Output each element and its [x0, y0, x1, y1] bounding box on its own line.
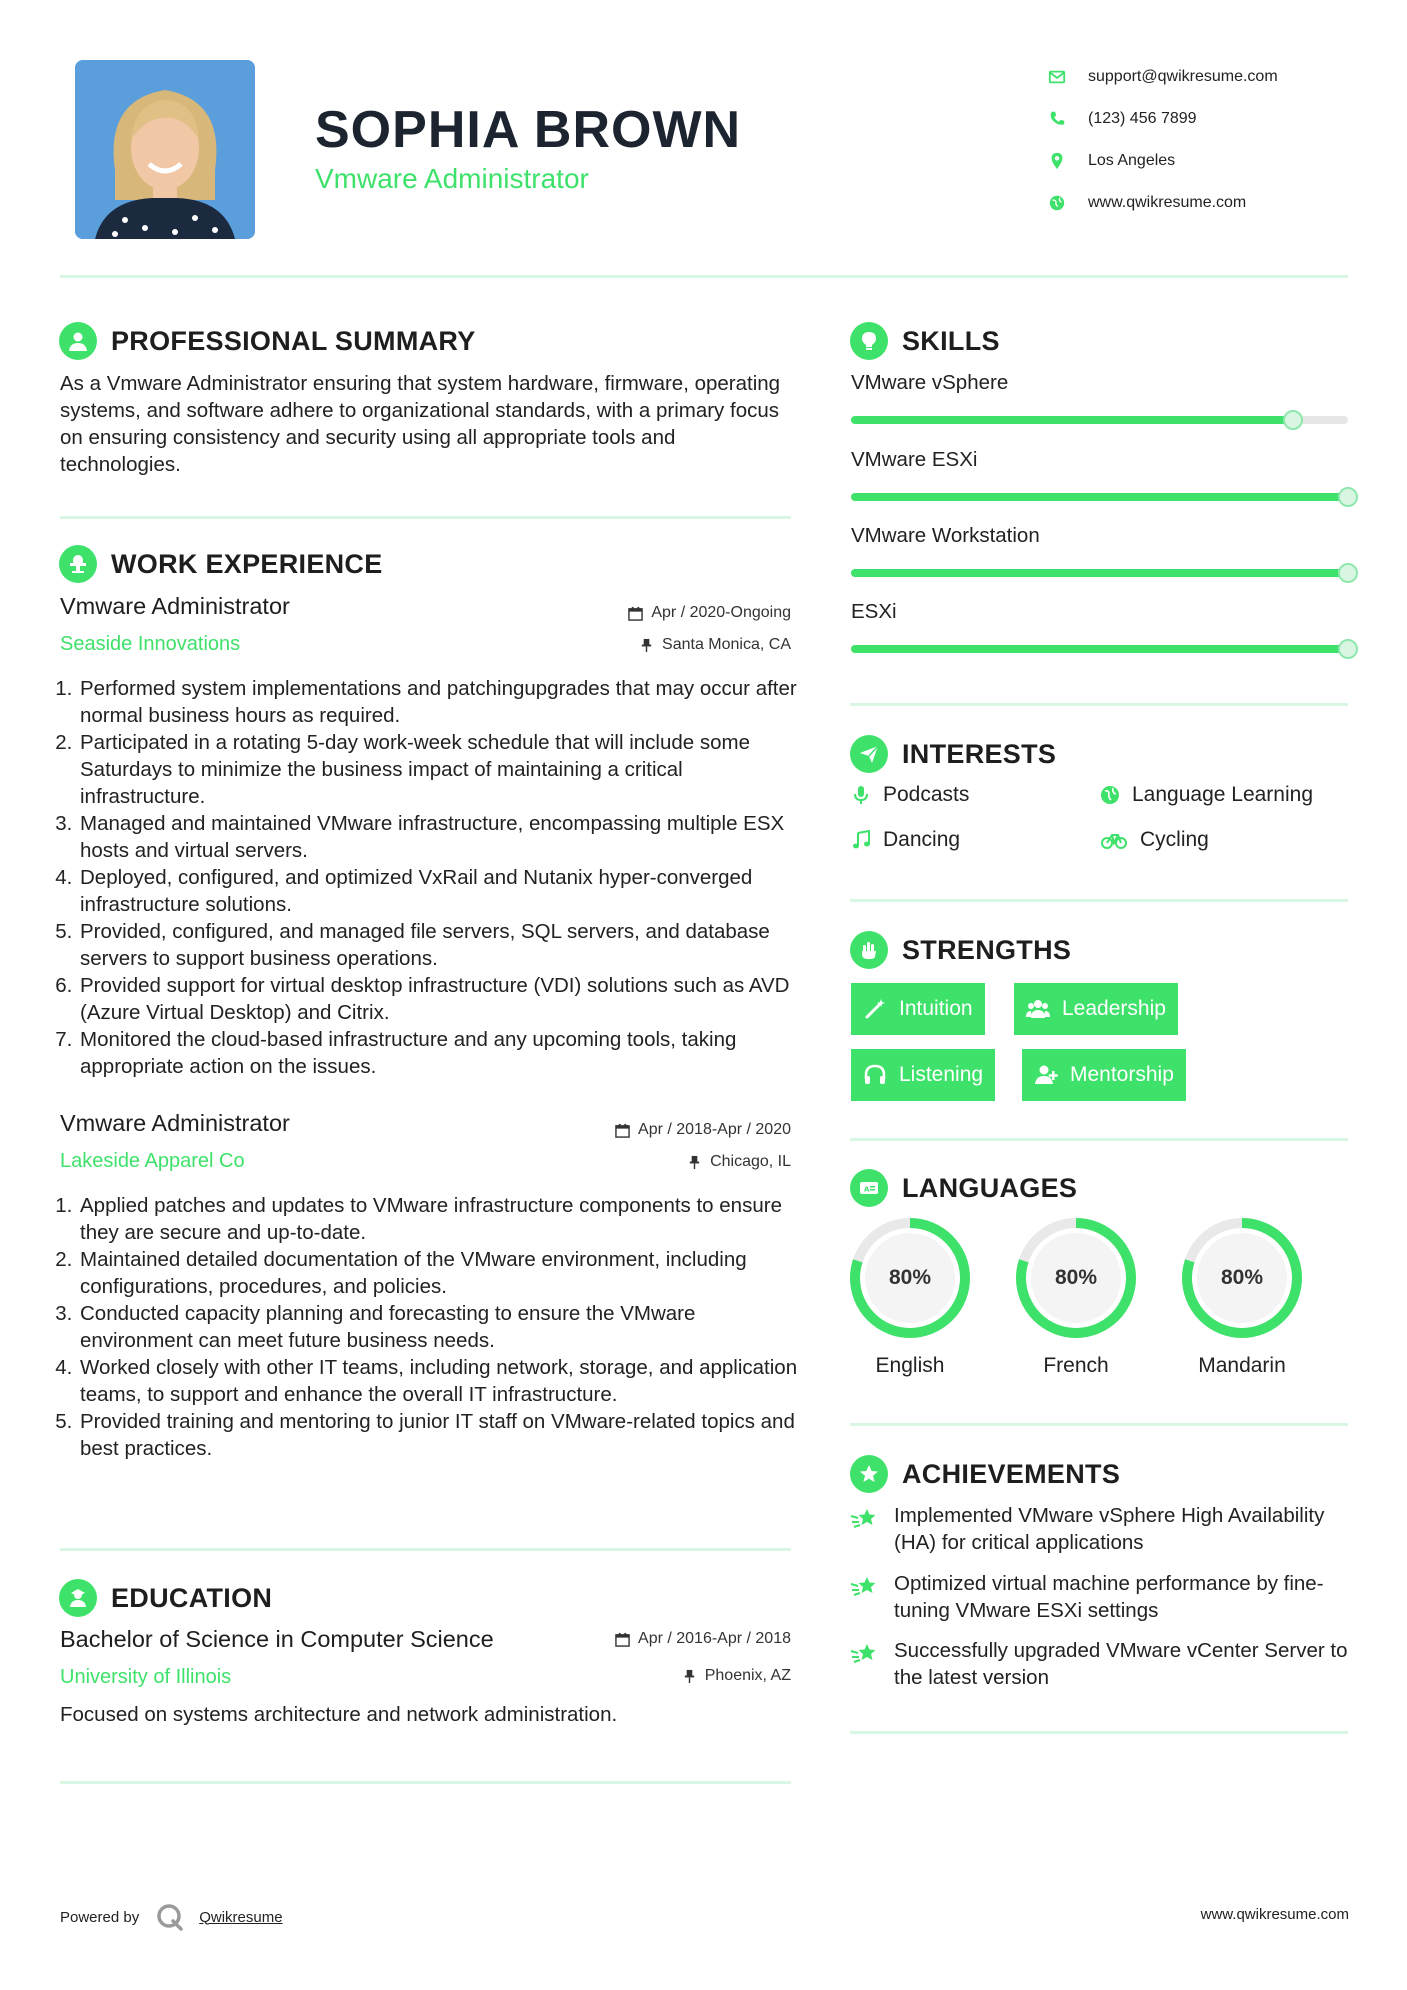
- languages-divider: [850, 1423, 1348, 1426]
- language-item: [848, 1216, 972, 1378]
- skill-label: VMware Workstation: [851, 524, 1040, 547]
- contact-location-text: Los Angeles: [1088, 152, 1176, 169]
- contact-phone[interactable]: [1048, 98, 1278, 140]
- interest-label: Cycling: [1140, 828, 1209, 851]
- interests-divider: [850, 899, 1348, 902]
- strengths-heading: [850, 931, 1071, 969]
- interest-label: Language Learning: [1132, 783, 1314, 806]
- skill-bar: [851, 569, 1348, 577]
- calendar-icon: [615, 1632, 630, 1647]
- skill-bar-knob: [1338, 639, 1358, 659]
- languages-title: LANGUAGES: [902, 1172, 1078, 1203]
- skill-label: VMware vSphere: [851, 371, 1009, 394]
- achievement-text: Implemented VMware vSphere High Availability (HA) for critical applications: [894, 1504, 1325, 1554]
- summary-text: As a Vmware Administrator ensuring that system hardware, firmware, operating systems, and software adhere to organizational standards, with a primary focus on ensuring consistency and security using all appropriate tools and technologies.: [60, 372, 781, 476]
- education-header: [60, 1626, 791, 1696]
- user-icon: [59, 322, 97, 360]
- experience-title: WORK EXPERIENCE: [111, 548, 383, 579]
- skill-bar-knob: [1338, 563, 1358, 583]
- job-2-company: Lakeside Apparel Co: [60, 1150, 245, 1172]
- job-1-duty: 1. Performed system implementations and patchingupgrades that may occur after normal business hours as required.: [78, 675, 798, 729]
- paper-plane-icon: [850, 735, 888, 773]
- strengths-divider: [850, 1138, 1348, 1141]
- candidate-title: Vmware Administrator: [315, 163, 589, 194]
- achievements-divider: [850, 1731, 1348, 1734]
- hand-icon: [850, 931, 888, 969]
- strength-label: Leadership: [1062, 997, 1166, 1020]
- interest-label: Podcasts: [883, 783, 970, 806]
- summary-divider: [60, 516, 791, 519]
- contact-location: [1048, 140, 1278, 182]
- job-2-duty: 4. Worked closely with other IT teams, including network, storage, and application teams, to support and enhance the overall IT infrastructure.: [78, 1354, 798, 1408]
- headphones-icon: [863, 1063, 887, 1087]
- qwikresume-link[interactable]: Qwikresume: [199, 1908, 283, 1926]
- summary-heading: [59, 322, 476, 360]
- achievements-heading: [850, 1455, 1120, 1493]
- map-pin-icon: [1048, 152, 1066, 170]
- interests-title: INTERESTS: [902, 738, 1057, 769]
- summary-title: PROFESSIONAL SUMMARY: [111, 325, 476, 356]
- achievement-item: [850, 1502, 1350, 1556]
- job-1-duty: 7. Monitored the cloud-based infrastructure and any upcoming tools, taking appropriate action on the issues.: [78, 1026, 798, 1080]
- education-description: Focused on systems architecture and network administration.: [60, 1703, 618, 1726]
- shooting-star-icon: [850, 1572, 878, 1600]
- lightbulb-icon: [850, 322, 888, 360]
- contact-website-text: www.qwikresume.com: [1088, 194, 1247, 211]
- skill-bar-fill: [851, 416, 1293, 424]
- achievements-title: ACHIEVEMENTS: [902, 1458, 1121, 1489]
- graduation-icon: [59, 1579, 97, 1617]
- skills-title: SKILLS: [902, 325, 1000, 356]
- job-2-location: [687, 1153, 791, 1171]
- footer-website[interactable]: www.qwikresume.com: [1200, 1906, 1349, 1923]
- education-location: [682, 1667, 791, 1685]
- skills-heading: [850, 322, 1000, 360]
- calendar-icon: [615, 1123, 630, 1138]
- skill-bar-fill: [851, 493, 1348, 501]
- language-percent: 80%: [1220, 1266, 1264, 1289]
- job-2-dates-text: Apr / 2018-Apr / 2020: [638, 1121, 791, 1138]
- job-1-title: Vmware Administrator: [60, 593, 290, 619]
- footer-powered-by: [60, 1902, 283, 1932]
- job-1-duty: 2. Participated in a rotating 5-day work-week schedule that will include some Saturdays to minimize the business impact of maintaining a critical infrastructure.: [78, 729, 798, 810]
- strengths-title: STRENGTHS: [902, 934, 1072, 965]
- experience-divider: [60, 1548, 791, 1551]
- job-1-company: Seaside Innovations: [60, 633, 241, 655]
- powered-by-label: Powered by: [60, 1908, 140, 1926]
- shooting-star-icon: [850, 1639, 878, 1667]
- language-percent: 80%: [1054, 1266, 1098, 1289]
- interest-item: [851, 828, 960, 852]
- language-item: [1014, 1216, 1138, 1378]
- education-degree: Bachelor of Science in Computer Science: [60, 1626, 494, 1652]
- contact-email-text: support@qwikresume.com: [1088, 68, 1278, 85]
- user-plus-icon: [1034, 1063, 1058, 1087]
- education-school: University of Illinois: [60, 1666, 232, 1688]
- job-2-duty: 5. Provided training and mentoring to junior IT staff on VMware-related topics and best practices.: [78, 1408, 798, 1462]
- language-icon: [850, 1169, 888, 1207]
- language-name: English: [875, 1354, 945, 1377]
- skill-bar: [851, 493, 1348, 501]
- interest-item: [1100, 828, 1209, 852]
- qwikresume-logo-icon: [155, 1902, 185, 1932]
- language-name: French: [1043, 1354, 1109, 1377]
- strength-chip: [1022, 1049, 1186, 1101]
- strength-chip: [1014, 983, 1178, 1035]
- education-heading: [59, 1579, 272, 1617]
- interest-label: Dancing: [883, 828, 961, 851]
- skill-bar: [851, 645, 1348, 653]
- experience-heading: [59, 545, 383, 583]
- language-percent: 80%: [888, 1266, 932, 1289]
- microphone-icon: [851, 785, 871, 805]
- skills-divider: [850, 703, 1348, 706]
- pushpin-icon: [687, 1155, 702, 1170]
- header-divider: [60, 275, 1348, 278]
- contact-email[interactable]: [1048, 56, 1278, 98]
- achievement-item: [850, 1570, 1350, 1624]
- bicycle-icon: [1100, 830, 1128, 850]
- pushpin-icon: [639, 638, 654, 653]
- envelope-icon: [1048, 68, 1066, 86]
- skill-label: ESXi: [851, 600, 897, 623]
- interests-heading: [850, 735, 1056, 773]
- candidate-name: SOPHIA BROWN: [315, 101, 742, 159]
- job-2-header: [60, 1110, 791, 1180]
- achievement-item: [850, 1637, 1350, 1691]
- contact-website[interactable]: [1048, 182, 1278, 224]
- magic-wand-icon: [863, 997, 887, 1021]
- profile-photo: [75, 60, 255, 239]
- calendar-icon: [628, 606, 643, 621]
- phone-icon: [1048, 110, 1066, 128]
- contact-phone-text: (123) 456 7899: [1088, 110, 1197, 127]
- language-name: Mandarin: [1198, 1354, 1286, 1377]
- job-1-dates-text: Apr / 2020-Ongoing: [651, 604, 791, 621]
- job-2-duty: 2. Maintained detailed documentation of the VMware environment, including configurations, procedures, and policies.: [78, 1246, 798, 1300]
- education-dates-text: Apr / 2016-Apr / 2018: [638, 1630, 791, 1647]
- briefcase-icon: [59, 545, 97, 583]
- skill-label: VMware ESXi: [851, 448, 978, 471]
- shooting-star-icon: [850, 1504, 878, 1532]
- interest-item: [1100, 783, 1313, 807]
- skill-bar-knob: [1283, 410, 1303, 430]
- svg-text:A: A: [864, 1185, 870, 1194]
- portrait-image: [75, 60, 255, 239]
- skill-bar-knob: [1338, 487, 1358, 507]
- skill-bar: [851, 416, 1348, 424]
- interest-item: [851, 783, 969, 807]
- strength-label: Mentorship: [1070, 1063, 1174, 1086]
- job-1-duty: 6. Provided support for virtual desktop infrastructure (VDI) solutions such as AVD (Azure Virtual Desktop) and Citrix.: [78, 972, 798, 1026]
- job-1-duties: [58, 675, 798, 1080]
- job-2-location-text: Chicago, IL: [710, 1153, 791, 1170]
- strength-chip: [851, 1049, 995, 1101]
- achievement-text: Optimized virtual machine performance by fine-tuning VMware ESXi settings: [894, 1572, 1324, 1622]
- globe-icon: [1048, 194, 1066, 212]
- education-divider: [60, 1781, 791, 1784]
- job-1-duty: 3. Managed and maintained VMware infrastructure, encompassing multiple ESX hosts and virtual servers.: [78, 810, 798, 864]
- job-1-header: [60, 593, 791, 663]
- education-dates: [615, 1630, 791, 1648]
- music-note-icon: [851, 830, 871, 850]
- job-2-title: Vmware Administrator: [60, 1110, 290, 1136]
- group-icon: [1026, 997, 1050, 1021]
- job-2-dates: [615, 1121, 791, 1139]
- job-2-duty: 3. Conducted capacity planning and forecasting to ensure the VMware environment can meet future business needs.: [78, 1300, 798, 1354]
- language-item: [1180, 1216, 1304, 1378]
- strength-label: Listening: [899, 1063, 984, 1086]
- languages-heading: [850, 1169, 1077, 1207]
- job-2-duty: 1. Applied patches and updates to VMware infrastructure components to ensure they are secure and up-to-date.: [78, 1192, 798, 1246]
- job-1-dates: [628, 604, 791, 622]
- education-title: EDUCATION: [111, 1582, 273, 1613]
- skill-bar-fill: [851, 645, 1348, 653]
- strength-chip: [851, 983, 985, 1035]
- globe-icon: [1100, 785, 1120, 805]
- job-1-duty: 4. Deployed, configured, and optimized VxRail and Nutanix hyper-converged infrastructure solutions.: [78, 864, 798, 918]
- strength-label: Intuition: [899, 997, 973, 1020]
- skill-bar-fill: [851, 569, 1348, 577]
- job-1-duty: 5. Provided, configured, and managed file servers, SQL servers, and database servers to support business operations.: [78, 918, 798, 972]
- star-badge-icon: [850, 1455, 888, 1493]
- achievement-text: Successfully upgraded VMware vCenter Server to the latest version: [894, 1639, 1348, 1689]
- job-1-location-text: Santa Monica, CA: [662, 636, 791, 653]
- pushpin-icon: [682, 1669, 697, 1684]
- education-location-text: Phoenix, AZ: [704, 1667, 791, 1684]
- job-2-duties: [58, 1192, 798, 1462]
- job-1-location: [639, 636, 791, 654]
- contact-list: [1048, 56, 1278, 224]
